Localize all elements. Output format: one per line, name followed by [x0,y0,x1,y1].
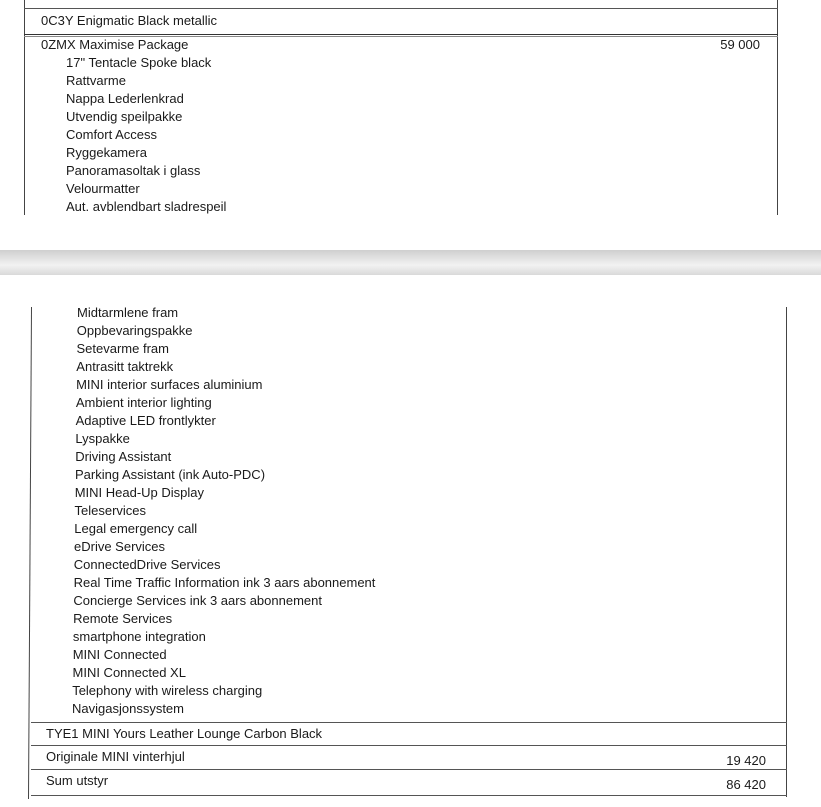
option-row-interior: TYE1 MINI Yours Leather Lounge Carbon Black [46,726,323,741]
option-row-color: 0C3Y Enigmatic Black metallic [41,13,218,28]
package-item: Driving Assistant [75,449,172,464]
table-right-border [777,0,778,215]
row-divider [31,795,787,796]
package-item: Legal emergency call [74,521,198,536]
package-item: Lyspakke [75,431,130,446]
package-item: Concierge Services ink 3 aars abonnement [73,593,322,608]
sum-equipment-label: Sum utstyr [46,773,109,788]
package-item: Oppbevaringspakke [76,323,193,338]
package-item: Velourmatter [66,181,140,196]
row-divider [31,722,787,723]
package-item: Telephony with wireless charging [72,683,263,698]
row-divider [24,8,778,9]
package-item: Remote Services [73,611,173,626]
package-item: 17" Tentacle Spoke black [66,55,212,70]
package-item: Real Time Traffic Information ink 3 aars abonnement [73,575,376,590]
package-title: 0ZMX Maximise Package [41,37,189,52]
table-left-border [28,307,32,799]
package-item: Panoramasoltak i glass [66,163,201,178]
row-divider [31,745,787,746]
package-item: smartphone integration [72,629,206,644]
package-item: Utvendig speilpakke [66,109,183,124]
package-item: MINI Head-Up Display [74,485,205,500]
document-page-bottom [0,275,821,807]
package-item: Rattvarme [66,73,126,88]
package-item: Adaptive LED frontlykter [75,413,216,428]
table-right-border [786,307,787,797]
package-item: Midtarmlene fram [77,305,179,320]
package-item: Nappa Lederlenkrad [66,91,184,106]
package-item: MINI interior surfaces aluminium [76,377,263,392]
package-item: Antrasitt taktrekk [76,359,174,374]
document-page-top [0,0,821,250]
row-divider [31,769,787,770]
table-left-border [24,0,25,215]
package-item: Parking Assistant (ink Auto-PDC) [75,467,266,482]
cut-off-text [41,0,45,6]
package-item: Comfort Access [66,127,158,142]
package-price: 59 000 [720,37,760,52]
package-item: MINI Connected [72,647,167,662]
package-item: ConnectedDrive Services [73,557,221,572]
package-item: Ambient interior lighting [75,395,212,410]
package-item: Navigasjonssystem [72,701,184,716]
package-item: eDrive Services [74,539,166,554]
package-item: Aut. avblendbart sladrespeil [66,199,227,214]
option-row-winter-wheels-price: 19 420 [726,753,766,768]
row-divider [24,34,778,35]
package-item: MINI Connected XL [72,665,186,680]
page-gap [0,250,821,275]
package-item: Teleservices [74,503,147,518]
option-row-winter-wheels: Originale MINI vinterhjul [46,749,185,764]
package-item: Setevarme fram [76,341,169,356]
sum-equipment-value: 86 420 [726,777,766,792]
package-item: Ryggekamera [66,145,147,160]
